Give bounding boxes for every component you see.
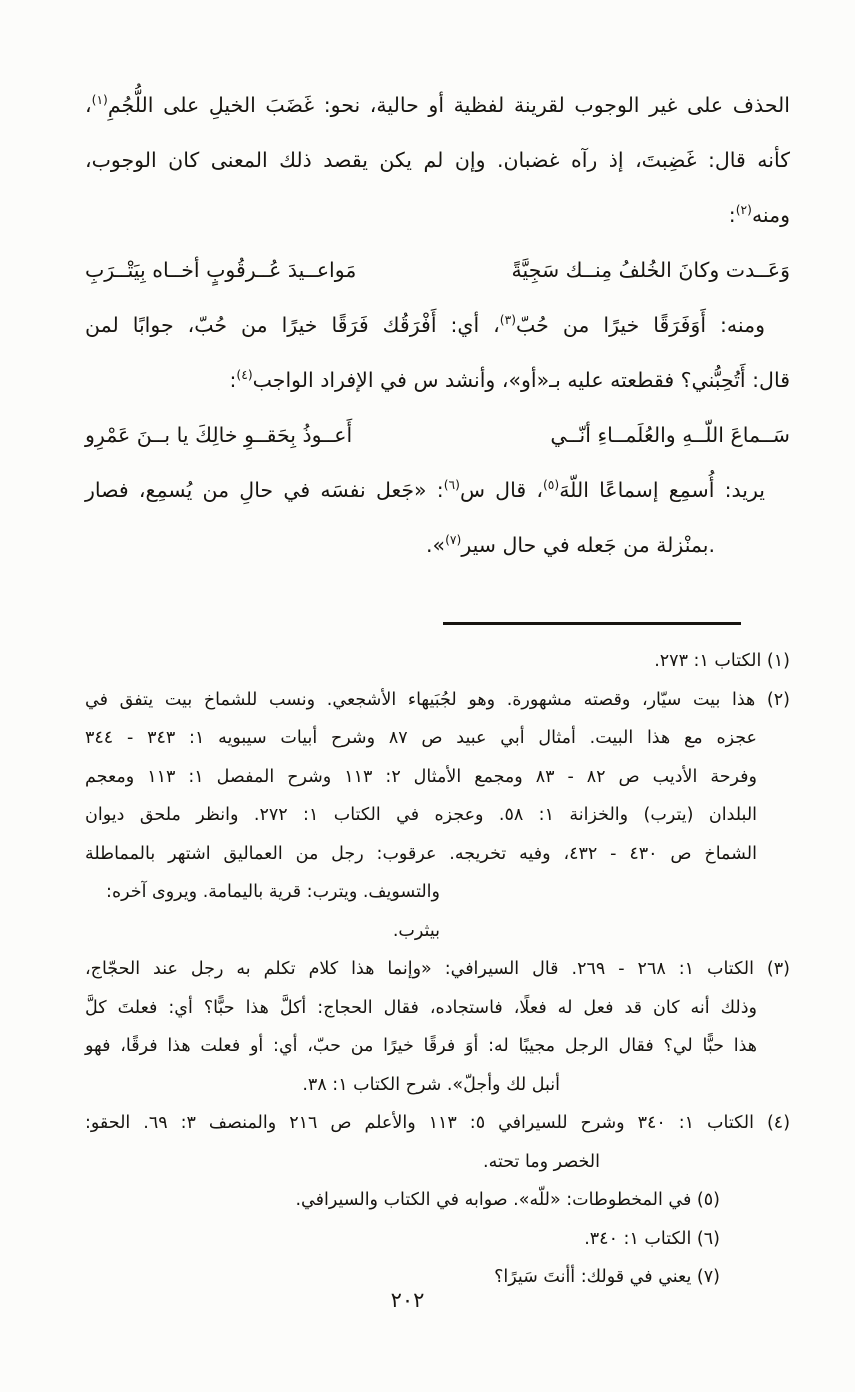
page-number: ٢٠٢	[390, 1288, 425, 1312]
poetry-line	[85, 408, 790, 463]
main-text-line: ومنه: أَوَفَرَقًا خيرًا من حُبّ$^{(٣)}$، أي: أَفْرَقُك فَرَقًا خيرًا من حُبّ، جوابًا لمن	[85, 313, 765, 337]
footnote-3-line: أنبل لك وأجلّ». شرح الكتاب ١: ٣٨.	[302, 1074, 560, 1095]
main-text-line: .بمنْزلة من جَعله في حال سير$^{(٧)}$».	[426, 533, 715, 557]
footnote-4-line: الخصر وما تحته.	[483, 1151, 600, 1172]
footnote-5: (٥) في المخطوطات: «للّه». صوابه في الكتاب والسيرافي.	[295, 1190, 720, 1210]
main-text-line: قال: أَتُحِبُّني؟ فقطعته عليه بـ«أو»، وأنشد س في الإفراد الواجب$^{(٤)}$:	[229, 368, 790, 392]
footnote-separator	[443, 622, 741, 625]
footnotes	[85, 642, 790, 1297]
main-text-line: يريد: أُسمِع إسماعًا اللّهَ$^{(٥)}$، قال س$^{(٦)}$: «جَعل نفسَه في حالِ من يُسمِع، فصار	[85, 478, 765, 502]
footnote-4-line: (٤) الكتاب ١: ٣٤٠ وشرح للسيرافي ٥: ١١٣ والأعلم ص ٢١٦ والمنصف ٣: ٦٩. الحقو:	[85, 1113, 791, 1133]
footnote-7: (٧) يعني في قولك: أأنتَ سَيرًا؟	[494, 1267, 720, 1287]
footnote-2-line: البلدان (يترب) والخزانة ١: ٥٨. وعجزه في الكتاب ١: ٢٧٢. وانظر ملحق ديوان	[85, 805, 758, 825]
footnote-2-line: عجزه مع هذا البيت. أمثال أبي عبيد ص ٨٧ وشرح أبيات سيبويه ١: ٣٤٣ - ٣٤٤	[85, 728, 758, 748]
main-text-line: الحذف على غير الوجوب لقرينة لفظية أو حالية، نحو: غَضَبَ الخيلِ على اللُّجُمِ$^{(١)}$،	[85, 93, 790, 117]
poetry-line	[85, 243, 790, 298]
hemistich-left: أَعــوذُ بِحَقــوِ خالِكَ يا بــنَ عَمْرِو	[85, 423, 353, 447]
footnote-2-line: (٢) هذا بيت سيّار، وقصته مشهورة. وهو لجُبَيهاء الأشجعي. ونسب للشماخ بيت يتفق في	[85, 689, 790, 710]
footnote-2-line: الشماخ ص ٤٣٠ - ٤٣٢، وفيه تخريجه. عرقوب: رجل من العماليق اشتهر بالمماطلة	[85, 843, 757, 864]
footnote-6: (٦) الكتاب ١: ٣٤٠.	[584, 1228, 720, 1249]
main-text-line: كأنه قال: غَضِبتَ، إذ رآه غضبان. وإن لم يكن يقصد ذلك المعنى كان الوجوب،	[85, 148, 790, 172]
hemistich-left: مَواعــيدَ عُــرقُوبٍ أخــاه بِيَتْــرَبِ	[85, 258, 357, 282]
footnote-3-line: (٣) الكتاب ١: ٢٦٨ - ٢٦٩. قال السيرافي: «وإنما هذا كلام تكلم به رجل عند الحجّاج،	[85, 959, 790, 979]
footnote-1: (١) الكتاب ١: ٢٧٣.	[654, 651, 790, 671]
footnote-2-line: والتسويف. ويترب: قرية باليمامة. ويروى آخره: بيثرب.	[106, 882, 440, 941]
footnote-3-line: هذا حبًّا لي؟ فقال الرجل مجيبًا له: أوَ فرقًا خيرًا من حبّ، أي: أو فعلت هذا فرقًا، فهو	[85, 1036, 757, 1056]
hemistich-right: سَــماعَ اللّــهِ والعُلَمــاءِ أنّــي	[550, 423, 790, 447]
hemistich-right: وَعَــدت وكانَ الخُلفُ مِنــك سَجِيَّةً	[511, 258, 790, 282]
footnote-2-line: وفرحة الأديب ص ٨٢ - ٨٣ ومجمع الأمثال ٢: ١١٣ وشرح المفصل ١: ١١٣ ومعجم	[85, 766, 758, 787]
main-text-line: ومنه$^{(٢)}$:	[728, 203, 790, 227]
main-text	[85, 78, 790, 573]
footnote-3-line: وذلك أنه كان قد فعل له فعلًا، فاستجاده، فقال الحجاج: أكلَّ هذا حبًّا؟ أي: فعلتَ كلَّ	[85, 997, 757, 1018]
